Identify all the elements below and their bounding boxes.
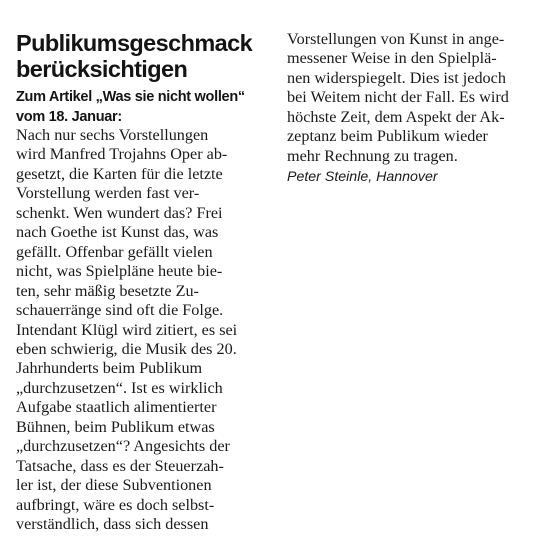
- headline-line: berücksichtigen: [16, 56, 188, 82]
- body-line: wird Manfred Trojahns Oper ab-: [16, 145, 228, 164]
- body-line: verständlich, dass sich dessen: [16, 515, 209, 534]
- reference-line: vom 18. Januar:: [16, 108, 122, 125]
- letter-headline: [16, 30, 252, 82]
- body-line: zeptanz beim Publikum wieder: [287, 127, 488, 146]
- body-line: messener Weise in den Spielplä-: [287, 49, 497, 68]
- body-line: schenkt. Wen wundert das? Frei: [16, 203, 223, 222]
- body-line: gesetzt, die Karten für die letzte: [16, 164, 223, 183]
- body-line: Intendant Klügl wird zitiert, es sei: [16, 320, 238, 339]
- body-line: nicht, was Spielpläne heute bie-: [16, 262, 223, 281]
- letter-signature: Peter Steinle, Hannover: [287, 169, 438, 185]
- body-line: gefällt. Offenbar gefällt vielen: [16, 242, 213, 261]
- body-line: schauerränge sind oft die Folge.: [16, 301, 224, 320]
- article-reference: [16, 88, 245, 127]
- body-line: ler ist, der diese Subventionen: [16, 476, 212, 495]
- body-line: Aufgabe staatlich alimentierter: [16, 398, 217, 417]
- body-line: „durchzusetzen“. Ist es wirklich: [16, 378, 223, 397]
- body-line: Vorstellungen von Kunst in ange-: [287, 30, 505, 48]
- body-line: nen widerspiegelt. Dies ist jedoch: [287, 68, 506, 87]
- body-line: Vorstellung werden fast ver-: [16, 184, 200, 203]
- reference-line: Zum Artikel „Was sie nicht wollen“: [16, 89, 245, 105]
- body-line: Bühnen, beim Publikum etwas: [16, 417, 215, 436]
- body-line: aufbringt, wäre es doch selbst-: [16, 495, 215, 514]
- body-line: eben schwierig, die Musik des 20.: [16, 339, 237, 358]
- body-line: „durchzusetzen“? Angesichts der: [16, 437, 230, 456]
- letter-body-left-column: [16, 126, 237, 535]
- body-line: Tatsache, dass es der Steuerzah-: [16, 456, 224, 475]
- body-line: bei Weitem nicht der Fall. Es wird: [287, 88, 509, 107]
- body-line: Nach nur sechs Vorstellungen: [16, 126, 209, 144]
- body-line: höchste Zeit, dem Aspekt der Ak-: [287, 107, 505, 126]
- body-line: mehr Rechnung zu tragen.: [287, 146, 458, 165]
- headline-line: Publikumsgeschmack: [16, 30, 253, 56]
- body-line: ten, sehr mäßig besetzte Zu-: [16, 281, 199, 300]
- body-line: Jahrhunderts beim Publikum: [16, 359, 203, 378]
- body-line: nach Goethe ist Kunst das, was: [16, 223, 219, 242]
- letter-body-right-column: [287, 30, 509, 166]
